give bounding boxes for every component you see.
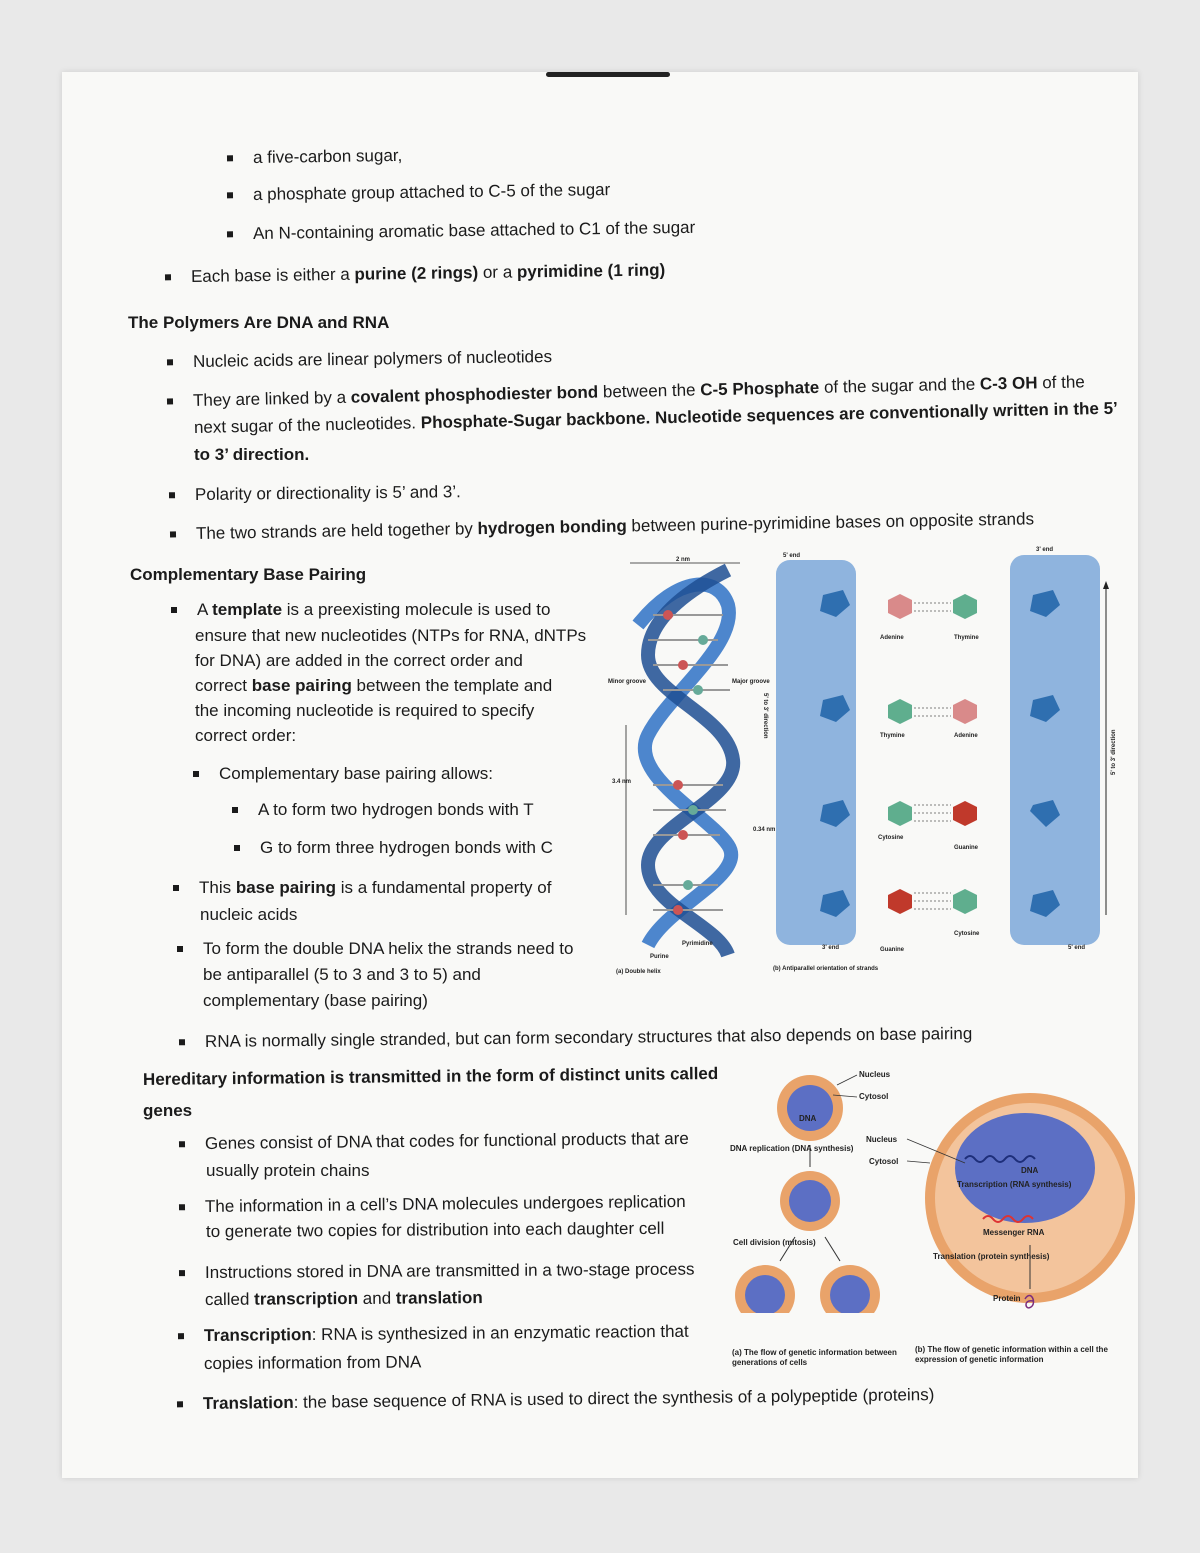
template-line-3: for DNA) are added in the correct order and (195, 651, 523, 670)
bullet-replication: The information in a cell’s DNA molecules undergoes replication (205, 1190, 686, 1219)
bullet-base-pairing (199, 876, 551, 900)
text-bold: translation (395, 1288, 483, 1308)
text: : RNA is synthesized in an enzymatic reaction that (311, 1321, 689, 1345)
text-bold: covalent phosphodiester bond (350, 382, 599, 407)
three-end-bottom: 3' end (822, 945, 840, 951)
text-bold: Phosphate-Sugar backbone. Nucleotide sequences are conventionally written in the 5’ (420, 398, 1118, 433)
text-bold: base pairing (235, 878, 336, 897)
caption-double-helix: (a) Double helix (616, 969, 661, 975)
dna-structure-figure (608, 545, 1123, 975)
text: This (199, 878, 236, 897)
bullet-linear-polymers (193, 345, 552, 374)
minor-groove-label: Minor groove (608, 679, 647, 685)
pair4-left: Guanine (880, 947, 905, 953)
template-line-2: ensure that new nucleotides (NTPs for RNA, dNTPs (195, 626, 587, 645)
text: : the base sequence of RNA is used to direct the synthesis of a polypeptide (proteins) (293, 1385, 935, 1412)
text: Each base is either a (190, 264, 355, 286)
bullet-text: a five-carbon sugar, (252, 145, 403, 167)
sub-bullet-phosphate (253, 178, 611, 207)
dna-label-top: DNA (799, 1114, 817, 1123)
pyrimidine-label: Pyrimidine (682, 941, 713, 947)
bullet-transcription (204, 1320, 689, 1348)
pair3-left: Cytosine (878, 835, 904, 841)
bullet-rna-single: RNA is normally single stranded, but can form secondary structures that also depends on base pairing (205, 1022, 973, 1054)
text: and (357, 1288, 396, 1308)
dna-label-cell: DNA (1021, 1166, 1039, 1175)
bullet-antiparallel: To form the double DNA helix the strands need to (203, 937, 573, 961)
strand-direction-label: 5' to 3' direction (1111, 729, 1117, 775)
heading-polymers: The Polymers Are DNA and RNA (128, 313, 390, 332)
cell-generations-diagram (730, 1070, 891, 1313)
bullet-text: An N-containing aromatic base attached to C1 of the sugar (252, 217, 696, 243)
base-pairing-line-2: nucleic acids (200, 905, 298, 924)
pair4-right: Cytosine (954, 931, 980, 937)
text-bold: Transcription (203, 1325, 312, 1345)
bullet-two-stage: Instructions stored in DNA are transmitted in a two-stage process (205, 1258, 695, 1285)
template-line-5: the incoming nucleotide is required to specify (195, 701, 535, 720)
heading-genes-l1: Hereditary information is transmitted in the form of distinct units called (142, 1063, 719, 1089)
text: They are linked by a (192, 387, 351, 410)
antiparallel-line-2: be antiparallel (5 to 3 and 3 to 5) and (203, 965, 481, 984)
heading-genes-l2: genes (143, 1101, 193, 1120)
text: is a preexisting molecule is used to (282, 600, 551, 619)
bullet-complementary-allows: Complementary base pairing allows: (219, 762, 493, 786)
replication-line-2: to generate two copies for distribution into each daughter cell (205, 1218, 665, 1241)
text-bold: template (212, 600, 283, 619)
two-stage-line-2 (205, 1286, 483, 1312)
sub-bullet-sugar (253, 144, 403, 170)
cytosol-label-b: Cytosol (869, 1157, 899, 1166)
bullet-text: a phosphate group attached to C-5 of the sugar (252, 180, 611, 204)
pair2-right: Adenine (954, 733, 978, 739)
helix-direction-label: 5' to 3' direction (762, 693, 768, 739)
caption-generations: (a) The flow of genetic information between generations of cells (732, 1348, 897, 1367)
genes-consist-line-2: usually protein chains (206, 1161, 370, 1180)
pair2-left: Thymine (880, 733, 905, 739)
cytosol-label-a: Cytosol (859, 1092, 889, 1101)
text: between the (597, 380, 701, 402)
division-label: Cell division (mitosis) (733, 1238, 816, 1247)
bullet-polarity (195, 480, 461, 507)
text-bold: base pairing (251, 676, 352, 695)
translation-label: Translation (protein synthesis) (933, 1252, 1050, 1261)
caption-within-cell: (b) The flow of genetic information within a cell the expression of genetic information (915, 1345, 1108, 1364)
nucleus-label-a: Nucleus (859, 1070, 891, 1079)
text: is a fundamental property of (335, 878, 552, 897)
pair1-left: Adenine (880, 635, 904, 641)
helix-width-label: 2 nm (676, 557, 691, 563)
linkage-line-3 (194, 443, 309, 467)
text-bold: purine (2 rings) (354, 262, 479, 284)
bullet-genes-consist: Genes consist of DNA that codes for functional products that are (205, 1127, 689, 1156)
text: of the sugar and the (819, 374, 981, 397)
nucleus-label-b: Nucleus (866, 1135, 898, 1144)
text-bold: hydrogen bonding (477, 516, 627, 539)
three-end-top: 3' end (1036, 547, 1054, 553)
pitch-label: 3.4 nm (612, 779, 632, 785)
pair1-right: Thymine (954, 635, 979, 641)
transcription-line-2: copies information from DNA (203, 1352, 422, 1373)
rise-label: 0.34 nm (753, 827, 776, 833)
text: correct (195, 676, 252, 695)
text: Polarity or directionality is 5’ and 3’. (194, 482, 461, 504)
replication-label: DNA replication (DNA synthesis) (730, 1144, 854, 1153)
template-line-4 (195, 674, 552, 698)
text: or a (478, 262, 518, 282)
text-bold: C-3 OH (979, 373, 1038, 394)
text: between the template and (351, 676, 553, 695)
text: between purine-pyrimidine bases on opposite strands (626, 509, 1035, 536)
purine-label: Purine (650, 954, 669, 960)
caption-antiparallel: (b) Antiparallel orientation of strands (773, 966, 879, 972)
genetic-flow-figure (725, 1063, 1137, 1313)
scan-mark (546, 72, 670, 77)
major-groove-label: Major groove (732, 679, 770, 685)
bullet-template (197, 598, 550, 622)
antiparallel-line-3: complementary (base pairing) (203, 991, 428, 1010)
text: of the (1037, 372, 1085, 393)
text-bold: transcription (254, 1288, 359, 1309)
sub-bullet-g-c: G to form three hydrogen bonds with C (260, 836, 553, 860)
text: next sugar of the nucleotides. (193, 413, 421, 437)
antiparallel-diagram (773, 547, 1117, 972)
text-bold: to 3’ direction. (194, 445, 310, 464)
text: Nucleic acids are linear polymers of nucleotides (192, 346, 553, 371)
text: A (197, 600, 213, 619)
pair3-right: Guanine (954, 845, 979, 851)
cell-expression-diagram (866, 1093, 1135, 1308)
text-bold: Translation (202, 1392, 294, 1413)
text: The two strands are held together by (195, 519, 478, 543)
protein-label: Protein (993, 1294, 1021, 1303)
five-end-top: 5' end (783, 553, 801, 559)
double-helix-diagram (608, 557, 775, 975)
text: called (204, 1289, 255, 1309)
five-end-bottom: 5' end (1068, 945, 1086, 951)
template-line-6: correct order: (195, 726, 297, 745)
messenger-rna-label: Messenger RNA (983, 1228, 1045, 1237)
text-bold: C-5 Phosphate (700, 377, 820, 400)
heading-complementary: Complementary Base Pairing (130, 565, 367, 584)
sub-bullet-a-t: A to form two hydrogen bonds with T (258, 798, 534, 822)
text-bold: pyrimidine (1 ring) (516, 260, 666, 282)
transcription-label: Transcription (RNA synthesis) (957, 1180, 1072, 1189)
